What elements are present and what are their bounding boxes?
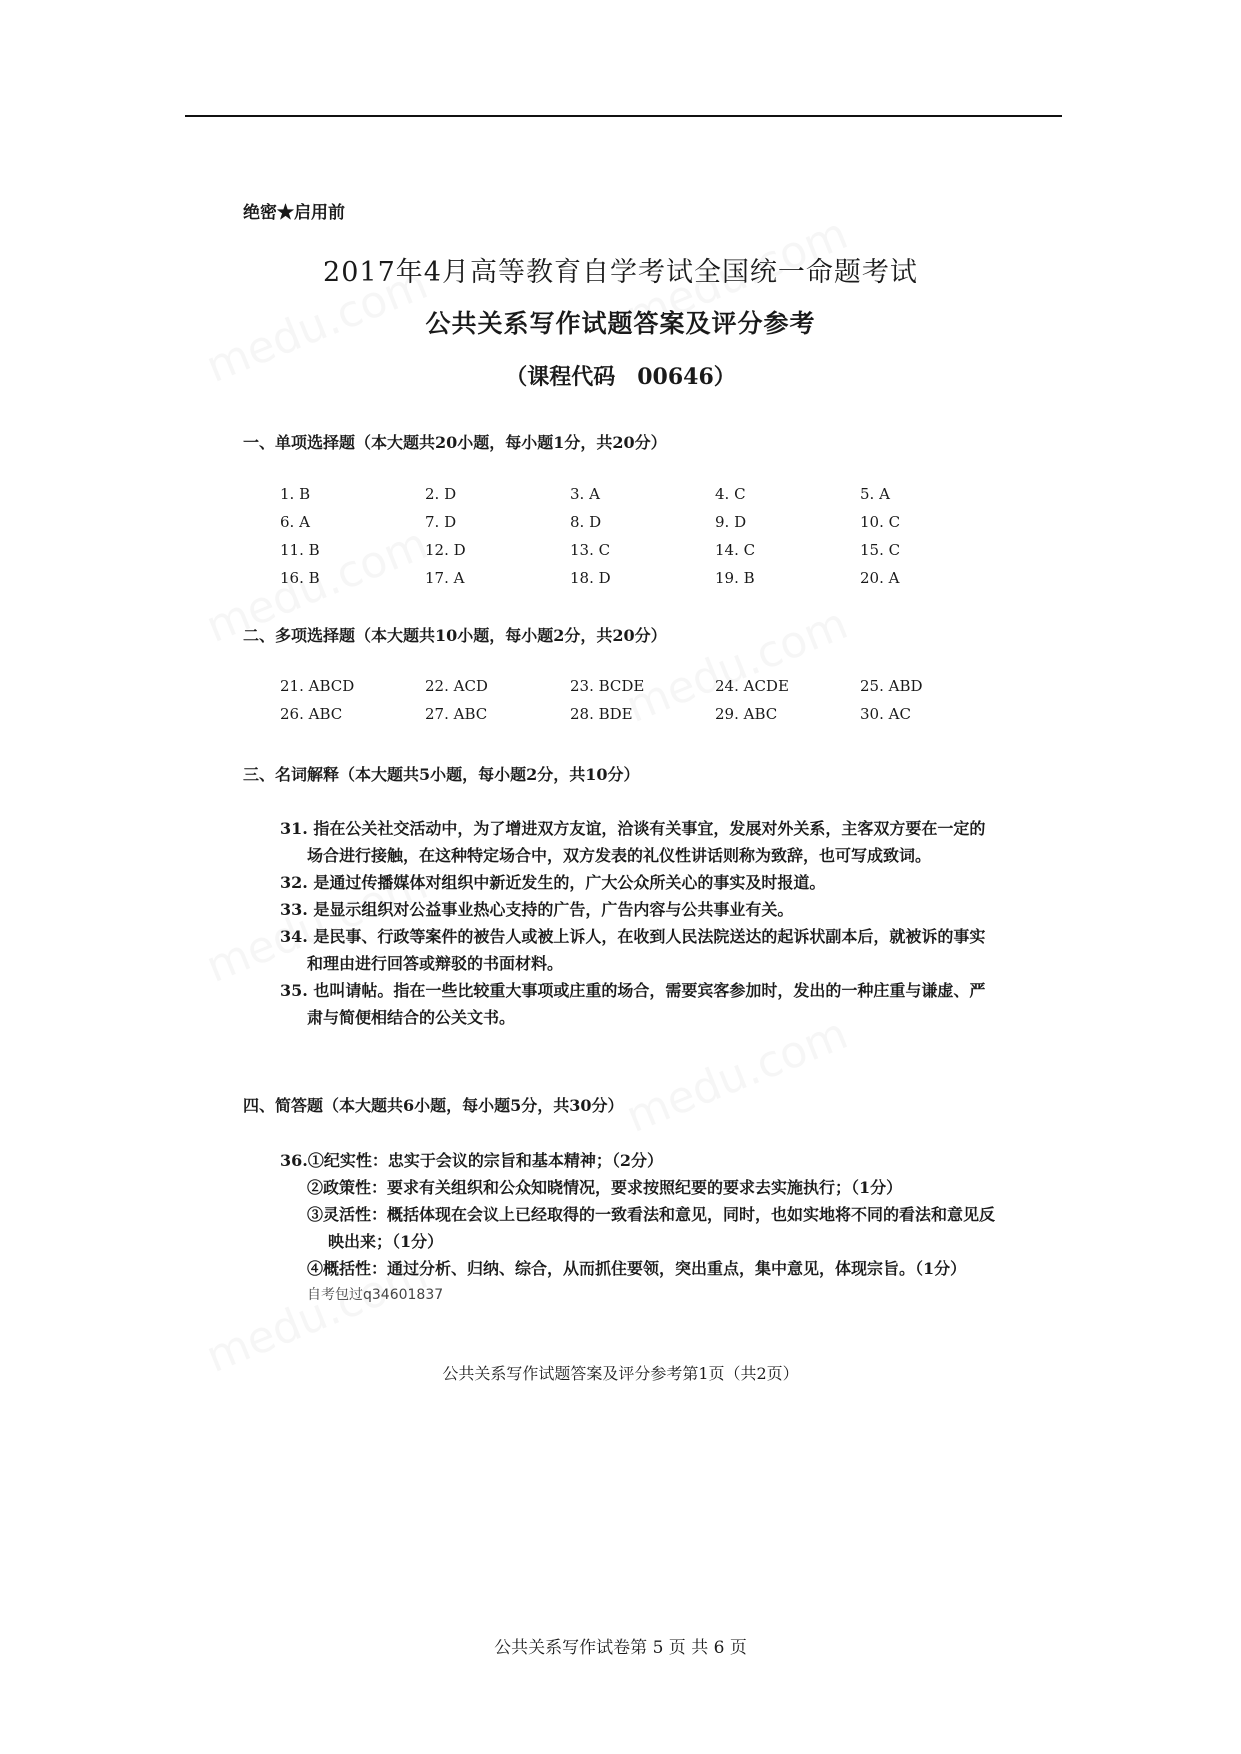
answer-cell: 14. C bbox=[715, 541, 756, 559]
answer-cell: 17. A bbox=[425, 569, 465, 587]
answer-cell: 20. A bbox=[860, 569, 900, 587]
answer-point: ③灵活性：概括体现在会议上已经取得的一致看法和意见，同时，也如实地将不同的看法和意见反映出来；（1分） bbox=[307, 1205, 996, 1251]
answer-row bbox=[280, 705, 1005, 733]
answer-cell: 6. A bbox=[280, 513, 310, 531]
answer-cell: 21. ABCD bbox=[280, 677, 355, 695]
answer-points bbox=[280, 1174, 1000, 1309]
section-4-heading: 四、简答题（本大题共6小题，每小题5分，共30分） bbox=[243, 1096, 624, 1115]
answer-cell: 15. C bbox=[860, 541, 901, 559]
answer-cell: 23. BCDE bbox=[570, 677, 645, 695]
answer-row bbox=[280, 569, 1005, 597]
question-36 bbox=[280, 1147, 1000, 1174]
answer-cell: 27. ABC bbox=[425, 705, 488, 723]
answer-row bbox=[280, 485, 1005, 513]
answer-point: ②政策性：要求有关组织和公众知晓情况，要求按照纪要的要求去实施执行；（1分） bbox=[307, 1178, 903, 1197]
answer-point: ④概括性：通过分析、归纳、综合，从而抓住要领，突出重点，集中意见，体现宗旨。（1分） bbox=[307, 1259, 967, 1278]
answer-cell: 11. B bbox=[280, 541, 320, 559]
page-footer: 公共关系写作试卷第 5 页 共 6 页 bbox=[494, 1638, 747, 1658]
answer-row bbox=[280, 513, 1005, 541]
answer-point: ①纪实性：忠实于会议的宗旨和基本精神；（2分） bbox=[307, 1151, 663, 1170]
answer-cell: 1. B bbox=[280, 485, 311, 503]
answer-cell: 10. C bbox=[860, 513, 901, 531]
section-2-answers bbox=[280, 677, 1005, 733]
answer-cell: 4. C bbox=[715, 485, 746, 503]
section-2-heading: 二、多项选择题（本大题共10小题，每小题2分，共20分） bbox=[243, 626, 667, 645]
answer-cell: 12. D bbox=[425, 541, 466, 559]
answer-cell: 13. C bbox=[570, 541, 611, 559]
scan-page-footer: 公共关系写作试题答案及评分参考第1页（共2页） bbox=[442, 1364, 799, 1383]
definition-item: 32. 是通过传播媒体对组织中新近发生的，广大公众所关心的事实及时报道。 bbox=[280, 873, 826, 892]
answer-cell: 19. B bbox=[715, 569, 755, 587]
answer-row bbox=[280, 541, 1005, 569]
answer-cell: 26. ABC bbox=[280, 705, 343, 723]
section-4-answers bbox=[280, 1147, 1000, 1309]
definition-item: 35. 也叫请帖。指在一些比较重大事项或庄重的场合，需要宾客参加时，发出的一种庄重与谦虚、严肃与简便相结合的公关文书。 bbox=[280, 981, 986, 1027]
answer-cell: 28. BDE bbox=[570, 705, 633, 723]
definition-item: 33. 是显示组织对公益事业热心支持的广告，广告内容与公共事业有关。 bbox=[280, 900, 794, 919]
answer-row bbox=[280, 677, 1005, 705]
answer-cell: 18. D bbox=[570, 569, 611, 587]
section-3-definitions bbox=[280, 815, 1000, 1031]
answer-cell: 3. A bbox=[570, 485, 600, 503]
answer-cell: 24. ACDE bbox=[715, 677, 789, 695]
course-code: （课程代码 00646） bbox=[505, 364, 736, 390]
document-title: 公共关系写作试题答案及评分参考 bbox=[425, 309, 816, 338]
watermark-note: 自考包过q34601837 bbox=[307, 1287, 444, 1303]
answer-cell: 8. D bbox=[570, 513, 602, 531]
question-number: 36. bbox=[280, 1151, 308, 1170]
top-rule bbox=[185, 115, 1062, 117]
section-1-heading: 一、单项选择题（本大题共20小题，每小题1分，共20分） bbox=[243, 433, 667, 452]
answer-cell: 7. D bbox=[425, 513, 457, 531]
answer-cell: 5. A bbox=[860, 485, 890, 503]
answer-cell: 16. B bbox=[280, 569, 320, 587]
section-3-heading: 三、名词解释（本大题共5小题，每小题2分，共10分） bbox=[243, 765, 640, 784]
definition-item: 31. 指在公关社交活动中，为了增进双方友谊，洽谈有关事宜，发展对外关系，主客双方要在一定的场合进行接触，在这种特定场合中，双方发表的礼仪性讲话则称为致辞，也可写成致词。 bbox=[280, 819, 986, 865]
answer-cell: 29. ABC bbox=[715, 705, 778, 723]
confidential-label: 绝密★启用前 bbox=[243, 203, 345, 223]
exam-title: 2017年4月高等教育自学考试全国统一命题考试 bbox=[323, 257, 918, 288]
answer-cell: 9. D bbox=[715, 513, 747, 531]
section-1-answers bbox=[280, 485, 1005, 597]
answer-cell: 22. ACD bbox=[425, 677, 488, 695]
definition-item: 34. 是民事、行政等案件的被告人或被上诉人，在收到人民法院送达的起诉状副本后，就被诉的事实和理由进行回答或辩驳的书面材料。 bbox=[280, 927, 986, 973]
answer-cell: 30. AC bbox=[860, 705, 911, 723]
answer-cell: 25. ABD bbox=[860, 677, 923, 695]
answer-cell: 2. D bbox=[425, 485, 457, 503]
